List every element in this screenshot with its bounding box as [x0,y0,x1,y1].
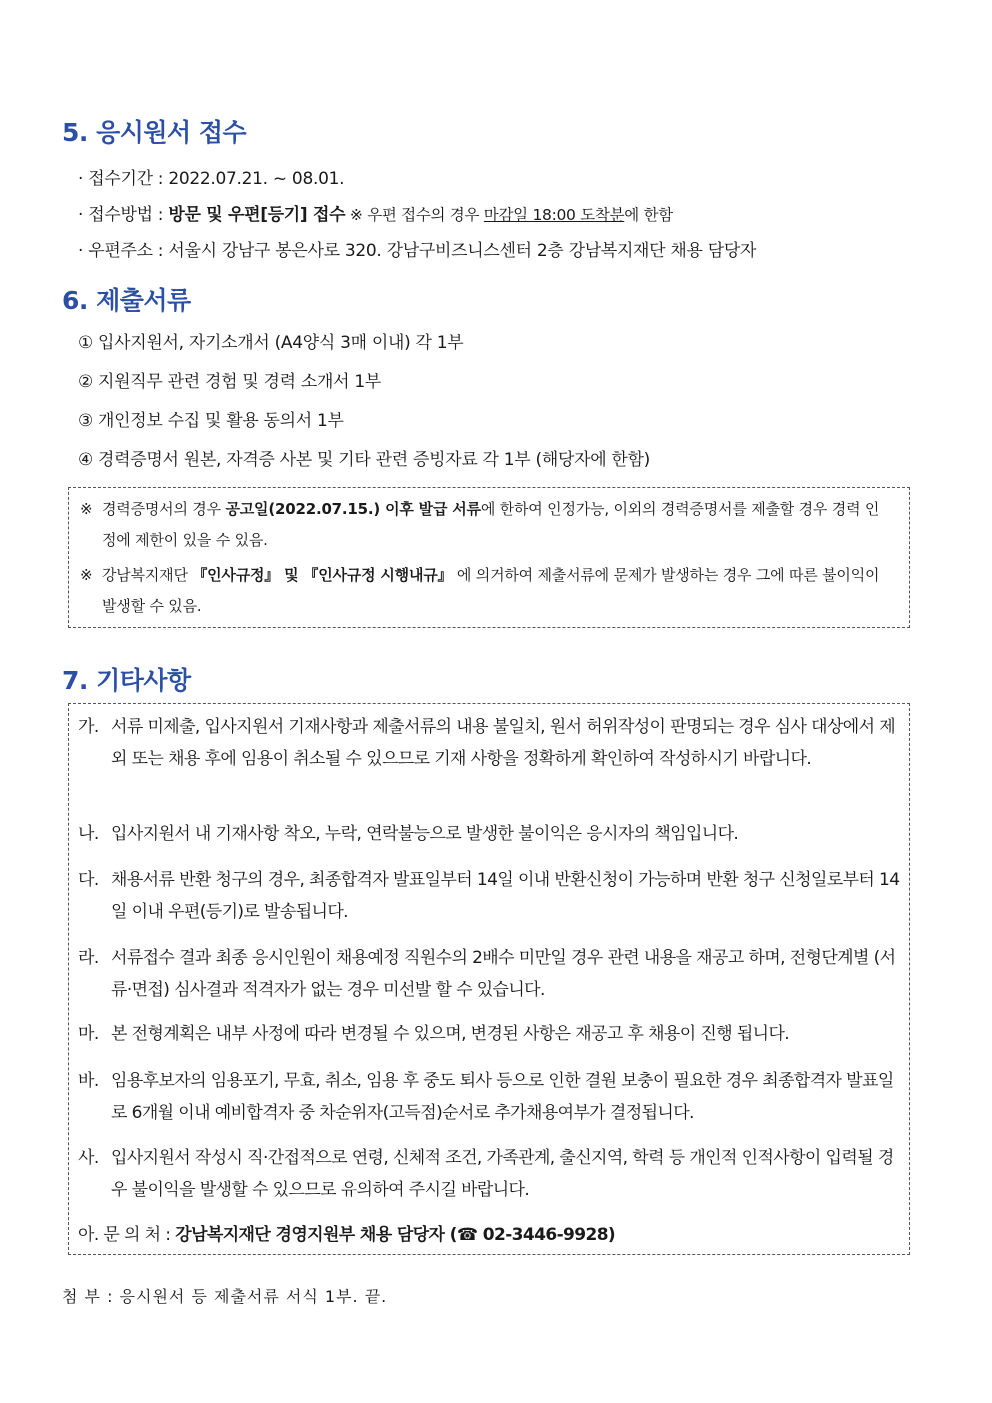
method-note-prefix: ※ 우편 접수의 경우 [345,206,484,224]
contact-item [78,1219,902,1251]
other-item [78,1142,902,1206]
attachment-footer: 첨 부 : 응시원서 등 제출서류 서식 1부. 끝. [62,1287,388,1306]
document-item: ③ 개인정보 수집 및 활용 동의서 1부 [78,411,344,431]
note-emphasis: 『인사규정』 및 『인사규정 시행내규』 [192,566,453,584]
item-text: 임용후보자의 임용포기, 무효, 취소, 임용 후 중도 퇴사 등으로 인한 결원 보충이 필요한 경우 최종합격자 발표일로 6개월 이내 예비합격자 중 차순위자(고득점)순서로 추가채용여부가 결정됩니다. [111,1071,894,1123]
item-mark: 라. [78,948,99,968]
notice-note [80,494,890,556]
item-mark: 마. [78,1024,99,1044]
other-item [78,711,902,775]
period-label: · 접수기간 : [78,169,169,189]
method-note-deadline: 마감일 18:00 도착분 [483,206,625,224]
item-text: 입사지원서 내 기재사항 착오, 누락, 연락불능으로 발생한 불이익은 응시자의 책임입니다. [111,824,739,844]
item-mark: 바. [78,1071,99,1091]
note-text: 경력증명서의 경우 [102,500,226,518]
item-text: 서류 미제출, 입사지원서 기재사항과 제출서류의 내용 불일치, 원서 허위작성이 판명되는 경우 심사 대상에서 제외 또는 채용 후에 임용이 취소될 수 있으므로 기재 사항을 정확하게 확인하여 작성하시기 바랍니다. [111,717,896,769]
document-item: ① 입사지원서, 자기소개서 (A4양식 3매 이내) 각 1부 [78,333,464,353]
document-item: ② 지원직무 관련 경험 및 경력 소개서 1부 [78,372,382,392]
address-label: · 우편주소 : [78,241,169,261]
section-5-title: 5. 응시원서 접수 [62,118,247,147]
method-value: 방문 및 우편[등기] 접수 [168,205,346,225]
contact-label: 아. 문 의 처 : [78,1225,176,1245]
section-6-title: 6. 제출서류 [62,286,191,315]
note-mark: ※ [80,500,93,518]
method-note-suffix: 에 한함 [624,206,673,224]
application-method [78,200,673,225]
note-text: 강남복지재단 [102,566,193,584]
address-value: 서울시 강남구 봉은사로 320. 강남구비즈니스센터 2층 강남복지재단 채용 담당자 [168,241,757,261]
item-text: 채용서류 반환 청구의 경우, 최종합격자 발표일부터 14일 이내 반환신청이 가능하며 반환 청구 신청일로부터 14일 이내 우편(등기)로 발송됩니다. [111,870,900,922]
item-mark: 가. [78,717,99,737]
notice-note [80,560,890,622]
other-item [78,818,902,850]
contact-value: 강남복지재단 경영지원부 채용 담당자 (☎ 02-3446-9928) [175,1225,616,1245]
note-mark: ※ [80,566,93,584]
item-mark: 다. [78,870,99,890]
other-item [78,942,902,1006]
other-item [78,1018,902,1050]
section-7-title: 7. 기타사항 [62,666,191,695]
note-text: 에 한하여 인정가능, 이외의 경력증명서를 제출할 경우 경력 인정에 제한이 있을 수 있음. [102,500,880,549]
item-mark: 사. [78,1148,99,1168]
item-text: 입사지원서 작성시 직·간접적으로 연령, 신체적 조건, 가족관계, 출신지역, 학력 등 개인적 인적사항이 입력될 경우 불이익을 발생할 수 있으므로 유의하여 주시길 바랍니다. [111,1148,894,1200]
note-emphasis: 공고일(2022.07.15.) 이후 발급 서류 [225,500,481,518]
application-period [78,164,344,189]
item-text: 본 전형계획은 내부 사정에 따라 변경될 수 있으며, 변경된 사항은 재공고 후 채용이 진행 됩니다. [111,1024,790,1044]
postal-address [78,236,756,261]
other-item [78,864,902,928]
item-mark: 나. [78,824,99,844]
document-item: ④ 경력증명서 원본, 자격증 사본 및 기타 관련 증빙자료 각 1부 (해당자에 한함) [78,450,651,470]
other-item [78,1065,902,1129]
method-label: · 접수방법 : [78,205,169,225]
item-text: 서류접수 결과 최종 응시인원이 채용예정 직원수의 2배수 미만일 경우 관련 내용을 재공고 하며, 전형단계별 (서류·면접) 심사결과 적격자가 없는 경우 미선발 할 수 있습니다. [111,948,896,1000]
period-value: 2022.07.21. ~ 08.01. [168,169,345,189]
note-text: 에 의거하여 제출서류에 문제가 발생하는 경우 그에 따른 불이익이 발생할 수 있음. [102,566,880,615]
